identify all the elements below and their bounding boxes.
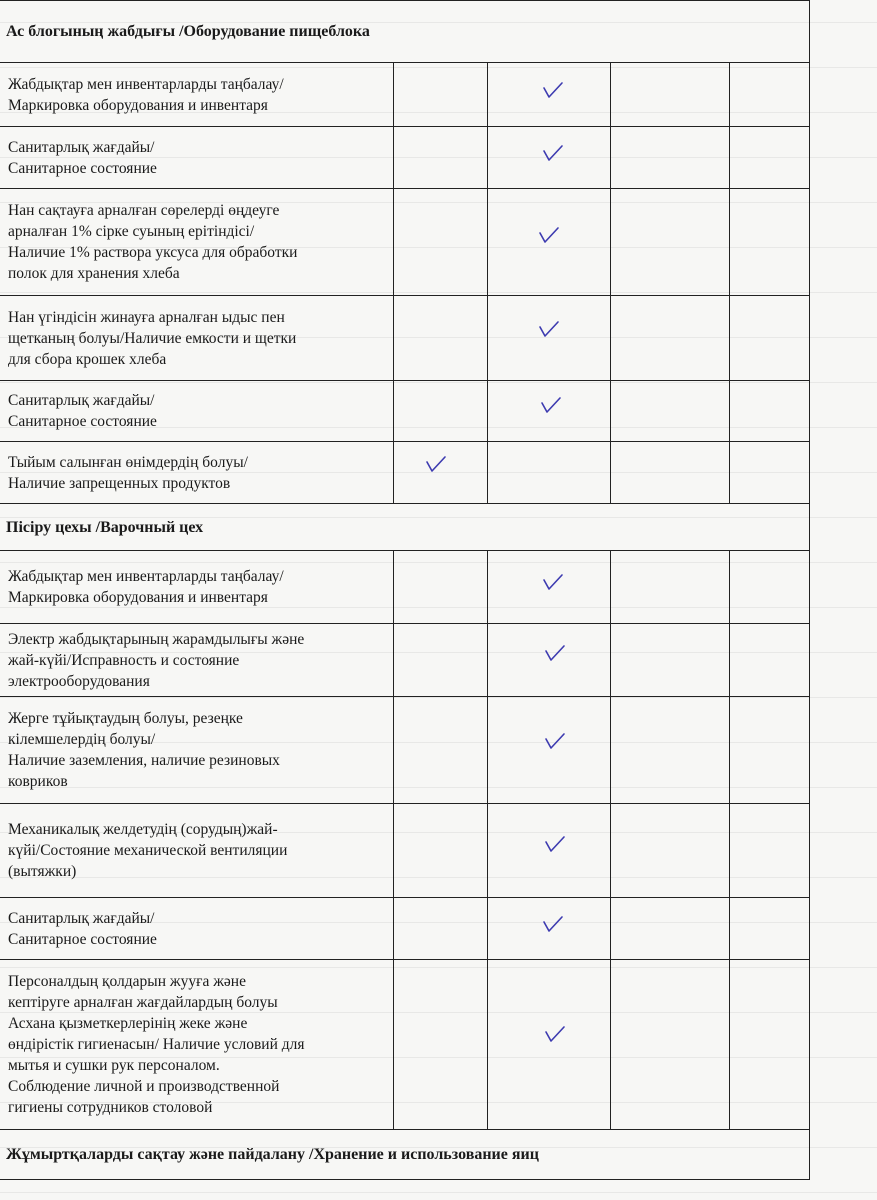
requirement-line: Санитарное состояние [8,930,157,948]
assessment-cell-4 [729,189,809,296]
assessment-cell-2 [487,960,610,1130]
assessment-cell-1 [393,898,487,960]
check-mark-icon [544,644,566,662]
assessment-cell-3 [610,189,729,296]
assessment-cell-1 [393,381,487,442]
assessment-cell-3 [610,697,729,804]
requirement-line: Маркировка оборудования и инвентаря [8,589,268,606]
assessment-cell-2 [487,624,610,697]
checklist-row [0,442,809,504]
checklist-row [0,296,809,381]
requirement-line: Соблюдение личной и производственной [8,1078,280,1095]
check-mark-icon [544,835,566,853]
assessment-cell-2 [487,381,610,442]
requirement-line: өндірістік гигиенасын/ Наличие условий для [8,1036,305,1053]
assessment-cell-3 [610,624,729,697]
requirement-text [0,624,393,697]
requirement-line: кептіруге арналған жағдайлардың болуы [8,994,278,1011]
requirement-line: Нан сақтауға арналған сөрелерді өңдеуге [8,202,280,219]
requirement-text [0,442,393,504]
assessment-cell-3 [610,127,729,189]
requirement-line: ковриков [8,773,68,790]
assessment-cell-1 [393,296,487,381]
assessment-cell-1 [393,127,487,189]
assessment-cell-3 [610,442,729,504]
requirement-line: Персоналдың қолдарын жууға және [8,973,246,990]
assessment-cell-2 [487,697,610,804]
requirement-line: Асхана қызметкерлерінің жеке және [8,1015,248,1032]
assessment-cell-4 [729,697,809,804]
requirement-line: жай-күйі/Исправность и состояние [8,651,240,669]
requirement-line: Жабдықтар мен инвентарларды таңбалау/ [8,568,284,585]
check-mark-icon [542,144,564,162]
assessment-cell-3 [610,551,729,624]
checklist-row [0,804,809,898]
assessment-cell-4 [729,296,809,381]
section-row [0,1,809,63]
assessment-cell-3 [610,63,729,127]
checklist-row [0,697,809,804]
assessment-cell-3 [610,804,729,898]
assessment-cell-4 [729,960,809,1130]
assessment-cell-4 [729,442,809,504]
requirement-line: Санитарное состояние [8,159,157,177]
checklist-row [0,898,809,960]
requirement-text [0,960,393,1130]
requirement-text [0,381,393,442]
assessment-cell-3 [610,898,729,960]
requirement-line: щетканың болуы/Наличие емкости и щетки [8,329,297,347]
assessment-cell-4 [729,804,809,898]
check-mark-icon [544,1025,566,1043]
requirement-line: Механикалық желдетудің (сорудың)жай- [8,821,278,838]
checklist-row [0,127,809,189]
requirement-line: Жерге тұйықтаудың болуы, резеңке [8,710,243,727]
assessment-cell-3 [610,960,729,1130]
requirement-line: полок для хранения хлеба [8,265,180,282]
requirement-text [0,898,393,960]
assessment-cell-4 [729,127,809,189]
requirement-text [0,551,393,624]
section-title: Жұмыртқаларды сақтау және пайдалану /Хранение и использование яиц [0,1130,809,1180]
requirement-text [0,127,393,189]
requirement-line: мытья и сушки рук персоналом. [8,1057,220,1074]
requirement-line: Жабдықтар мен инвентарларды таңбалау/ [8,75,284,93]
requirement-text [0,697,393,804]
requirement-line: электрооборудования [8,672,150,690]
checklist-row [0,960,809,1130]
assessment-cell-1 [393,189,487,296]
requirement-line: Санитарлық жағдайы/ [8,909,155,927]
assessment-cell-2 [487,296,610,381]
assessment-cell-4 [729,551,809,624]
checklist-row [0,381,809,442]
check-mark-icon [540,396,562,414]
assessment-cell-2 [487,551,610,624]
requirement-line: Нан үгіндісін жинауға арналған ыдыс пен [8,308,285,326]
requirement-line: кілемшелердің болуы/ [8,731,156,748]
section-title: Ас блогының жабдығы /Оборудование пищеблока [0,1,809,63]
requirement-line: Наличие запрещенных продуктов [8,474,231,492]
requirement-text [0,296,393,381]
requirement-line: Электр жабдықтарының жарамдылығы және [8,630,305,648]
requirement-text [0,63,393,127]
assessment-cell-1 [393,624,487,697]
assessment-cell-2 [487,189,610,296]
assessment-cell-1 [393,551,487,624]
check-mark-icon [538,320,560,338]
check-mark-icon [538,226,560,244]
requirement-text [0,189,393,296]
requirement-line: (вытяжки) [8,863,77,880]
checklist-row [0,624,809,697]
check-mark-icon [544,732,566,750]
requirement-line: Маркировка оборудования и инвентаря [8,96,268,114]
requirement-line: гигиены сотрудников столовой [8,1099,213,1116]
assessment-cell-2 [487,898,610,960]
checklist-row [0,63,809,127]
requirement-line: күйі/Состояние механической вентиляции [8,842,288,859]
requirement-line: арналған 1% сірке суының ерітіндісі/ [8,223,255,240]
section-row [0,1130,809,1180]
assessment-cell-4 [729,898,809,960]
assessment-cell-1 [393,63,487,127]
check-mark-icon [542,915,564,933]
requirement-line: Санитарлық жағдайы/ [8,138,155,156]
assessment-cell-1 [393,697,487,804]
assessment-cell-2 [487,63,610,127]
assessment-cell-2 [487,127,610,189]
assessment-cell-4 [729,63,809,127]
assessment-cell-4 [729,381,809,442]
assessment-cell-1 [393,804,487,898]
assessment-cell-3 [610,296,729,381]
requirement-line: Наличие 1% раствора уксуса для обработки [8,244,298,261]
assessment-cell-2 [487,804,610,898]
section-title: Пісіру цехы /Варочный цех [0,504,809,551]
checklist-row [0,551,809,624]
assessment-cell-1 [393,442,487,504]
checklist-row [0,189,809,296]
assessment-cell-4 [729,624,809,697]
requirement-line: Тыйым салынған өнімдердің болуы/ [8,453,248,471]
requirement-text [0,804,393,898]
requirement-line: Наличие заземления, наличие резиновых [8,752,280,769]
assessment-cell-3 [610,381,729,442]
assessment-cell-1 [393,960,487,1130]
check-mark-icon [542,573,564,591]
check-mark-icon [542,81,564,99]
requirement-line: для сбора крошек хлеба [8,350,167,368]
requirement-line: Санитарлық жағдайы/ [8,392,155,409]
section-row [0,504,809,551]
assessment-cell-2 [487,442,610,504]
check-mark-icon [425,455,447,473]
requirement-line: Санитарное состояние [8,413,157,430]
